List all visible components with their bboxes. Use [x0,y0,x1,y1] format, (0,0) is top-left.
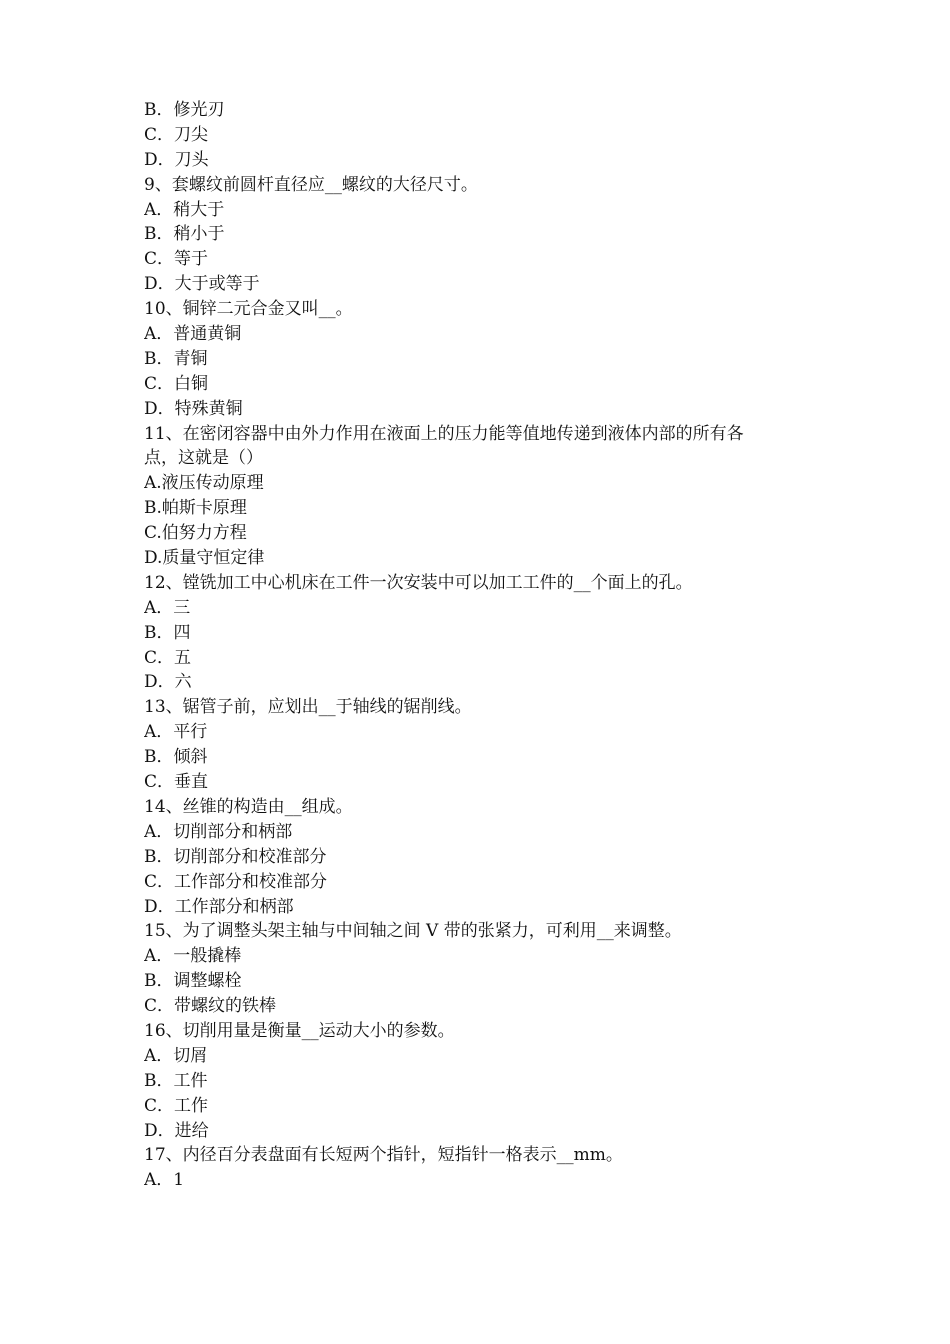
option-line: C．五 [144,647,192,668]
option-line: B.帕斯卡原理 [144,498,247,519]
option-line: A．切削部分和柄部 [144,821,293,842]
option-line: C．等于 [144,249,209,270]
option-line: B．稍小于 [144,224,225,245]
option-line: A．一般撬棒 [144,946,242,967]
question-line: 11、在密闭容器中由外力作用在液面上的压力能等值地传递到液体内部的所有各 [144,423,744,444]
option-line: A．稍大于 [144,199,225,220]
option-line: A．普通黄铜 [144,324,242,345]
question-line: 13、锯管子前，应划出__于轴线的锯削线。 [144,697,472,718]
option-line: B．切削部分和校准部分 [144,846,327,867]
question-line: 10、铜锌二元合金又叫__。 [144,299,353,320]
question-line: 17、内径百分表盘面有长短两个指针，短指针一格表示__mm。 [144,1145,623,1166]
option-line: B．青铜 [144,348,208,369]
option-line: C．带螺纹的铁棒 [144,996,277,1017]
option-line: B．四 [144,622,191,643]
option-line: A．1 [144,1170,185,1191]
option-line: B．修光刃 [144,100,225,120]
option-line: D．大于或等于 [144,274,260,295]
option-line: C．工作部分和校准部分 [144,871,328,892]
option-line: C．工作 [144,1095,209,1116]
option-line: A．三 [144,597,191,618]
question-line-continued: 点，这就是（） [144,448,263,469]
option-line: D.质量守恒定律 [144,548,265,569]
question-line: 15、为了调整头架主轴与中间轴之间 V 带的张紧力，可利用__来调整。 [144,921,682,942]
option-line: C．白铜 [144,373,209,394]
option-line: D．进给 [144,1120,209,1141]
option-line: D．六 [144,672,192,693]
option-line: B．倾斜 [144,747,208,768]
option-line: A．切屑 [144,1045,208,1066]
option-line: D．特殊黄铜 [144,398,243,419]
option-line: B．调整螺栓 [144,971,242,992]
question-line: 12、镗铣加工中心机床在工件一次安装中可以加工工件的__个面上的孔。 [144,572,693,593]
question-text-block [144,98,812,1193]
option-line: C.伯努力方程 [144,523,247,544]
question-line: 16、切削用量是衡量__运动大小的参数。 [144,1020,455,1041]
option-line: A.液压传动原理 [144,473,264,494]
option-line: A．平行 [144,722,208,743]
option-line: B．工件 [144,1070,208,1091]
question-line: 14、丝锥的构造由__组成。 [144,796,353,817]
question-line: 9、套螺纹前圆杆直径应__螺纹的大径尺寸。 [144,174,478,195]
option-line: D．工作部分和柄部 [144,896,294,917]
option-line: D．刀头 [144,149,209,170]
option-line: C．垂直 [144,772,209,793]
option-line: C．刀尖 [144,124,209,145]
